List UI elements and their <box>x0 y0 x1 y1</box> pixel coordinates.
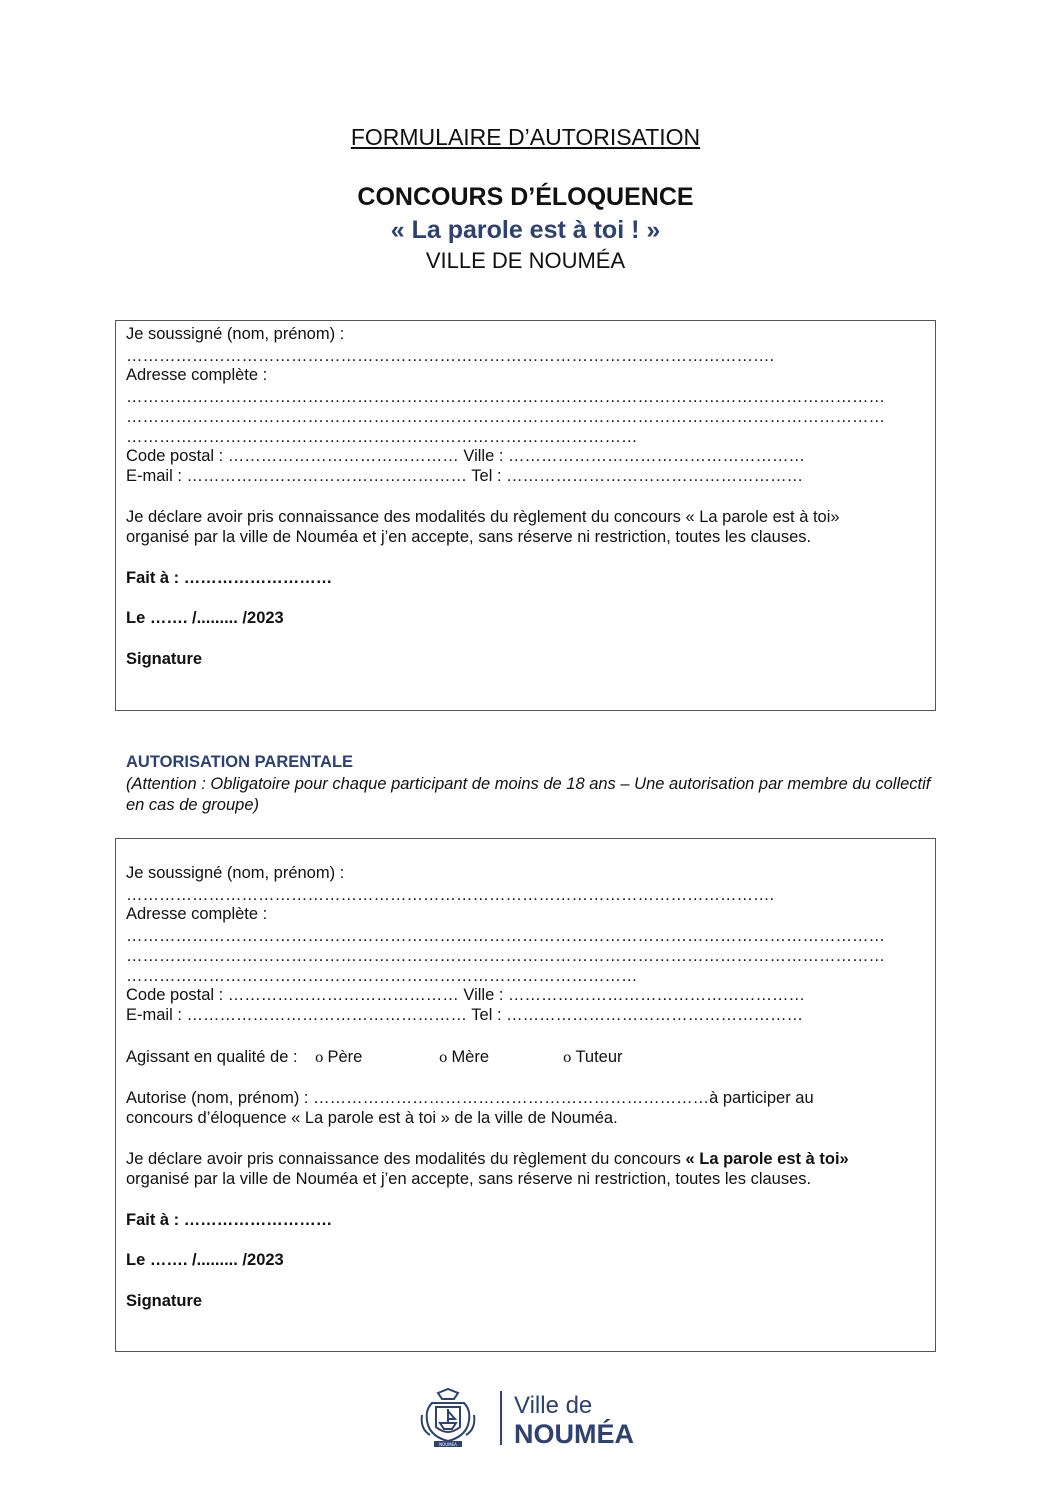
address-field-line-1[interactable]: ………………………………………………………………………………………………………………………… <box>126 388 885 406</box>
noumea-emblem-icon <box>418 1385 638 1449</box>
acting-as-label: Agissant en qualité de : <box>126 1048 298 1066</box>
declaration-line-2: organisé par la ville de Nouméa et j’en accepte, sans réserve ni restriction, toutes les clauses. <box>126 1170 812 1188</box>
place-field[interactable]: Fait à : ……………………… <box>126 1211 333 1229</box>
date-field[interactable]: Le ……. /......... /2023 <box>126 1251 284 1269</box>
option-guardian[interactable] <box>563 1047 623 1068</box>
address-field-line-3[interactable]: ………………………………………………………………………………… <box>126 967 638 985</box>
checkbox-father[interactable]: o <box>315 1050 324 1066</box>
address-field-line-2[interactable]: ………………………………………………………………………………………………………………………… <box>126 947 885 965</box>
email-phone-fields[interactable]: E-mail : …………………………………………… Tel : ……………………………………………… <box>126 1006 804 1024</box>
signature-label: Signature <box>126 1292 203 1310</box>
option-father-label: Père <box>327 1048 363 1066</box>
city-title: VILLE DE NOUMÉA <box>425 248 626 273</box>
address-field-line-1[interactable]: ………………………………………………………………………………………………………………………… <box>126 927 885 945</box>
authorize-line-1[interactable]: Autorise (nom, prénom) : ………………………………………………………………à participer au <box>126 1089 814 1107</box>
checkbox-mother[interactable]: o <box>439 1050 448 1066</box>
postal-city-fields[interactable]: Code postal : …………………………………… Ville : ……………………………………………… <box>126 447 806 465</box>
declaration-text: Je déclare avoir pris connaissance des modalités du règlement du concours <box>126 1150 686 1168</box>
name-label: Je soussigné (nom, prénom) : <box>126 864 345 882</box>
declaration-line-1: Je déclare avoir pris connaissance des modalités du règlement du concours « La parole est à toi» <box>126 508 840 526</box>
option-mother-label: Mère <box>451 1048 490 1066</box>
parental-authorization-title: AUTORISATION PARENTALE <box>126 753 354 771</box>
authorize-line-2: concours d’éloquence « La parole est à toi » de la ville de Nouméa. <box>126 1109 618 1127</box>
declaration-line-1 <box>126 1149 849 1169</box>
declaration-line-2: organisé par la ville de Nouméa et j’en accepte, sans réserve ni restriction, toutes les clauses. <box>126 528 812 546</box>
parental-authorization-box <box>115 838 936 1352</box>
address-label: Adresse complète : <box>126 366 268 384</box>
email-phone-fields[interactable]: E-mail : …………………………………………… Tel : ……………………………………………… <box>126 467 804 485</box>
option-guardian-label: Tuteur <box>575 1048 623 1066</box>
checkbox-guardian[interactable]: o <box>563 1050 572 1066</box>
name-label: Je soussigné (nom, prénom) : <box>126 325 345 343</box>
option-mother[interactable] <box>439 1047 489 1068</box>
date-field[interactable]: Le ……. /......... /2023 <box>126 609 284 627</box>
contest-title: CONCOURS D’ÉLOQUENCE <box>357 183 694 211</box>
ville-de-noumea-logo <box>418 1385 638 1449</box>
signature-label: Signature <box>126 650 203 668</box>
address-field-line-2[interactable]: ………………………………………………………………………………………………………………………… <box>126 408 885 426</box>
declaration-contest-name: « La parole est à toi» <box>685 1150 849 1168</box>
form-title: FORMULAIRE D’AUTORISATION <box>350 124 701 150</box>
postal-city-fields[interactable]: Code postal : …………………………………… Ville : ……………………………………………… <box>126 986 806 1004</box>
name-field[interactable]: ………………………………………………………………………………………………………. <box>126 886 775 904</box>
name-field[interactable]: ………………………………………………………………………………………………………. <box>126 347 775 365</box>
participant-authorization-box <box>115 320 936 711</box>
place-field[interactable]: Fait à : ……………………… <box>126 569 333 587</box>
emblem-banner-text: NOUMEA <box>439 1442 457 1447</box>
address-field-line-3[interactable]: ………………………………………………………………………………… <box>126 428 638 446</box>
option-father[interactable] <box>315 1047 362 1068</box>
logo-line-1: Ville de <box>514 1392 593 1419</box>
logo-line-2: NOUMÉA <box>514 1419 634 1449</box>
acting-as-row <box>126 1047 298 1067</box>
parental-authorization-note: (Attention : Obligatoire pour chaque participant de moins de 18 ans – Une autorisation par membre du collectif en cas de groupe) <box>126 775 931 814</box>
address-label: Adresse complète : <box>126 905 268 923</box>
contest-subtitle: « La parole est à toi ! » <box>390 216 661 244</box>
